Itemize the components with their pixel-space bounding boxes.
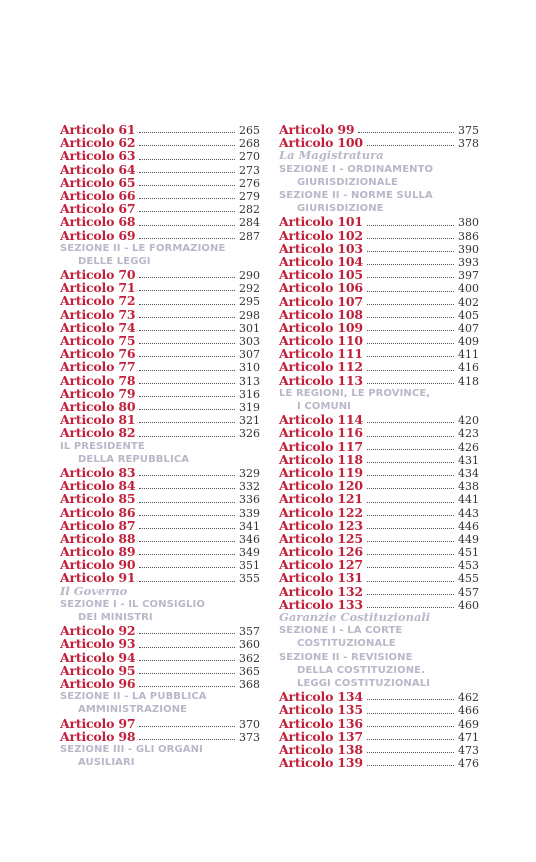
section-heading: AUSILIARI <box>78 757 135 769</box>
page-number: 443 <box>458 506 479 520</box>
section-heading: DELLA COSTITUZIONE. <box>297 664 425 676</box>
article-label: Articolo 135 <box>279 702 363 718</box>
page-number: 282 <box>239 203 260 217</box>
toc-entry[interactable] <box>60 374 260 387</box>
dot-leader <box>139 210 235 212</box>
article-label: Articolo 94 <box>60 649 136 665</box>
page-number: 339 <box>239 506 260 520</box>
page-number: 431 <box>458 453 479 467</box>
dot-leader <box>139 738 235 740</box>
page-number: 457 <box>458 585 479 599</box>
page-number: 434 <box>458 466 479 480</box>
page-number: 441 <box>458 493 479 507</box>
dot-leader <box>139 632 235 634</box>
toc-entry[interactable] <box>60 730 260 743</box>
section-heading: DELLE LEGGI <box>78 255 151 267</box>
page-number: 380 <box>458 216 479 230</box>
article-label: Articolo 95 <box>60 662 136 678</box>
dot-leader <box>139 487 235 489</box>
dot-leader <box>367 224 454 226</box>
article-label: Articolo 93 <box>60 636 136 652</box>
page-number: 346 <box>239 532 260 546</box>
dot-leader <box>139 382 235 384</box>
article-label: Articolo 131 <box>279 570 363 586</box>
toc-entry[interactable] <box>279 215 479 228</box>
toc-entry[interactable] <box>279 308 479 321</box>
dot-leader <box>367 144 454 146</box>
page-number: 295 <box>239 295 260 309</box>
dot-leader <box>367 250 454 252</box>
page-number: 476 <box>458 757 479 771</box>
page-number: 365 <box>239 664 260 678</box>
page-number: 375 <box>458 124 479 137</box>
article-label: Articolo 105 <box>279 267 363 283</box>
article-label: Articolo 125 <box>279 530 363 546</box>
dot-leader <box>139 395 235 397</box>
page-number: 471 <box>458 730 479 744</box>
article-label: Articolo 101 <box>279 214 363 230</box>
page-number: 321 <box>239 414 260 428</box>
page-number: 355 <box>239 572 260 586</box>
article-label: Articolo 75 <box>60 333 136 349</box>
toc-entry[interactable] <box>60 677 260 690</box>
article-label: Articolo 63 <box>60 148 136 164</box>
page-number: 270 <box>239 150 260 164</box>
page-number: 469 <box>458 717 479 731</box>
dot-leader <box>367 751 454 753</box>
page-number: 446 <box>458 519 479 533</box>
section-heading: IL PRESIDENTE <box>60 440 145 452</box>
article-label: Articolo 65 <box>60 174 136 190</box>
page-number: 368 <box>239 677 260 691</box>
article-label: Articolo 91 <box>60 570 136 586</box>
dot-leader <box>367 738 454 740</box>
article-label: Articolo 116 <box>279 425 363 441</box>
article-label: Articolo 121 <box>279 491 363 507</box>
dot-leader <box>139 171 235 173</box>
article-label: Articolo 85 <box>60 491 136 507</box>
dot-leader <box>367 355 454 357</box>
section-heading: SEZIONE II - REVISIONE <box>279 651 413 663</box>
page-number: 409 <box>458 335 479 349</box>
dot-leader <box>139 289 235 291</box>
section-heading: DELLA REPUBBLICA <box>78 453 190 465</box>
dot-leader <box>139 316 235 318</box>
article-label: Articolo 106 <box>279 280 363 296</box>
article-label: Articolo 123 <box>279 517 363 533</box>
page-number: 329 <box>239 466 260 480</box>
page-number: 319 <box>239 400 260 414</box>
dot-leader <box>367 461 454 463</box>
article-label: Articolo 87 <box>60 517 136 533</box>
article-label: Articolo 98 <box>60 728 136 744</box>
toc-entry[interactable] <box>60 664 260 677</box>
page-number: 407 <box>458 321 479 335</box>
toc-entry[interactable] <box>279 426 479 439</box>
dot-leader <box>139 527 235 529</box>
article-label: Articolo 107 <box>279 293 363 309</box>
dot-leader <box>139 303 235 305</box>
dot-leader <box>367 474 454 476</box>
dot-leader <box>367 725 454 727</box>
dot-leader <box>358 131 454 133</box>
article-label: Articolo 127 <box>279 557 363 573</box>
dot-leader <box>139 672 235 674</box>
article-label: Articolo 103 <box>279 240 363 256</box>
page-number: 287 <box>239 229 260 243</box>
article-label: Articolo 118 <box>279 451 363 467</box>
dot-leader <box>139 659 235 661</box>
toc-entry[interactable] <box>60 149 260 162</box>
toc-entry[interactable] <box>279 229 479 242</box>
dot-leader <box>367 316 454 318</box>
dot-leader <box>139 197 235 199</box>
page-number: 418 <box>458 374 479 388</box>
toc-entry[interactable] <box>279 453 479 466</box>
page-number: 462 <box>458 691 479 705</box>
toc-entry[interactable] <box>279 585 479 598</box>
page-number: 316 <box>239 387 260 401</box>
toc-entry[interactable] <box>60 294 260 307</box>
article-label: Articolo 102 <box>279 227 363 243</box>
dot-leader <box>139 184 235 186</box>
article-label: Articolo 84 <box>60 478 136 494</box>
article-label: Articolo 82 <box>60 425 136 441</box>
toc-entry[interactable] <box>279 571 479 584</box>
toc-entry[interactable] <box>279 703 479 716</box>
article-label: Articolo 100 <box>279 135 363 151</box>
section-heading: SEZIONE II - NORME SULLA <box>279 189 433 201</box>
toc-entry[interactable] <box>279 519 479 532</box>
page-number: 402 <box>458 295 479 309</box>
section-heading: AMMINISTRAZIONE <box>78 704 188 716</box>
dot-leader <box>139 329 235 331</box>
page-number: 341 <box>239 519 260 533</box>
page-number: 336 <box>239 493 260 507</box>
dot-leader <box>139 435 235 437</box>
dot-leader <box>139 685 235 687</box>
article-label: Articolo 133 <box>279 596 363 612</box>
article-label: Articolo 61 <box>60 122 136 137</box>
page-number: 420 <box>458 414 479 428</box>
article-label: Articolo 126 <box>279 544 363 560</box>
dot-leader <box>139 514 235 516</box>
article-label: Articolo 76 <box>60 346 136 362</box>
page-number: 301 <box>239 321 260 335</box>
toc-entry[interactable] <box>279 492 479 505</box>
article-label: Articolo 62 <box>60 135 136 151</box>
dot-leader <box>367 303 454 305</box>
page-number: 460 <box>458 598 479 612</box>
page-number: 405 <box>458 308 479 322</box>
dot-leader <box>367 606 454 608</box>
toc-entry[interactable] <box>279 506 479 519</box>
section-heading: COSTITUZIONALE <box>297 638 396 650</box>
dot-leader <box>367 382 454 384</box>
section-heading: LE REGIONI, LE PROVINCE, <box>279 387 431 399</box>
toc-entry[interactable] <box>60 360 260 373</box>
article-label: Articolo 92 <box>60 623 136 639</box>
page-number: 265 <box>239 124 260 137</box>
toc-entry[interactable] <box>279 242 479 255</box>
article-label: Articolo 79 <box>60 385 136 401</box>
page-number: 351 <box>239 559 260 573</box>
article-label: Articolo 67 <box>60 201 136 217</box>
article-label: Articolo 138 <box>279 742 363 758</box>
article-label: Articolo 99 <box>279 122 355 137</box>
toc-entry[interactable] <box>60 571 260 584</box>
article-label: Articolo 117 <box>279 438 363 454</box>
article-label: Articolo 86 <box>60 504 136 520</box>
page-number: 326 <box>239 427 260 441</box>
page-number: 303 <box>239 335 260 349</box>
article-label: Articolo 134 <box>279 689 363 705</box>
article-label: Articolo 132 <box>279 583 363 599</box>
page-number: 313 <box>239 374 260 388</box>
article-label: Articolo 108 <box>279 306 363 322</box>
page-number: 310 <box>239 361 260 375</box>
toc-entry[interactable] <box>60 426 260 439</box>
page-number: 360 <box>239 638 260 652</box>
dot-leader <box>139 553 235 555</box>
article-label: Articolo 110 <box>279 333 363 349</box>
dot-leader <box>139 501 235 503</box>
page-number: 298 <box>239 308 260 322</box>
article-label: Articolo 104 <box>279 253 363 269</box>
article-label: Articolo 96 <box>60 675 136 691</box>
dot-leader <box>139 566 235 568</box>
dot-leader <box>367 421 454 423</box>
toc-entry[interactable] <box>279 295 479 308</box>
article-label: Articolo 88 <box>60 530 136 546</box>
dot-leader <box>367 540 454 542</box>
article-label: Articolo 109 <box>279 319 363 335</box>
section-heading: SEZIONE III - GLI ORGANI <box>60 743 203 755</box>
toc-entry[interactable] <box>60 176 260 189</box>
dot-leader <box>367 448 454 450</box>
dot-leader <box>139 276 235 278</box>
page-number: 290 <box>239 269 260 283</box>
page-number: 449 <box>458 532 479 546</box>
dot-leader <box>367 566 454 568</box>
article-label: Articolo 122 <box>279 504 363 520</box>
dot-leader <box>139 131 235 133</box>
section-heading: I COMUNI <box>297 401 352 413</box>
dot-leader <box>139 144 235 146</box>
dot-leader <box>139 369 235 371</box>
toc-entry[interactable] <box>60 229 260 242</box>
toc-entry[interactable] <box>60 506 260 519</box>
dot-leader <box>367 501 454 503</box>
dot-leader <box>139 158 235 160</box>
page-number: 273 <box>239 163 260 177</box>
page-number: 466 <box>458 704 479 718</box>
dot-leader <box>367 487 454 489</box>
dot-leader <box>139 408 235 410</box>
dot-leader <box>367 435 454 437</box>
article-label: Articolo 120 <box>279 478 363 494</box>
article-label: Articolo 136 <box>279 715 363 731</box>
section-heading: SEZIONE I - ORDINAMENTO <box>279 163 434 175</box>
section-heading: DEI MINISTRI <box>78 612 153 624</box>
dot-leader <box>367 342 454 344</box>
page-number: 451 <box>458 546 479 560</box>
page-number: 373 <box>239 730 260 744</box>
page-number: 390 <box>458 242 479 256</box>
page-number: 284 <box>239 216 260 230</box>
article-label: Articolo 119 <box>279 464 363 480</box>
page-number: 268 <box>239 137 260 151</box>
page-number: 411 <box>458 348 479 362</box>
page-number: 279 <box>239 189 260 203</box>
toc-entry[interactable] <box>279 374 479 387</box>
article-label: Articolo 70 <box>60 267 136 283</box>
toc-entry[interactable] <box>60 717 260 730</box>
section-heading: SEZIONE I - LA CORTE <box>279 625 403 637</box>
section-heading: SEZIONE II - LA PUBBLICA <box>60 691 207 703</box>
toc-entry[interactable] <box>60 215 260 228</box>
dot-leader <box>367 237 454 239</box>
article-label: Articolo 90 <box>60 557 136 573</box>
dot-leader <box>367 553 454 555</box>
dot-leader <box>367 329 454 331</box>
toc-entry[interactable] <box>60 492 260 505</box>
dot-leader <box>139 342 235 344</box>
article-label: Articolo 77 <box>60 359 136 375</box>
page-number: 423 <box>458 427 479 441</box>
toc-column-right <box>279 123 479 769</box>
section-heading: SEZIONE I - IL CONSIGLIO <box>60 598 205 610</box>
page-number: 357 <box>239 625 260 639</box>
article-label: Articolo 74 <box>60 319 136 335</box>
dot-leader <box>139 237 235 239</box>
toc-entry[interactable] <box>279 756 479 769</box>
page-number: 307 <box>239 348 260 362</box>
toc-entry[interactable] <box>279 281 479 294</box>
article-label: Articolo 68 <box>60 214 136 230</box>
article-label: Articolo 111 <box>279 346 363 362</box>
dot-leader <box>139 580 235 582</box>
section-heading: SEZIONE II - LE FORMAZIONE <box>60 242 226 254</box>
dot-leader <box>367 369 454 371</box>
article-label: Articolo 112 <box>279 359 363 375</box>
article-label: Articolo 113 <box>279 372 363 388</box>
page-number: 332 <box>239 480 260 494</box>
dot-leader <box>139 540 235 542</box>
page-number: 362 <box>239 651 260 665</box>
dot-leader <box>367 712 454 714</box>
article-label: Articolo 137 <box>279 728 363 744</box>
article-label: Articolo 64 <box>60 161 136 177</box>
toc-entry[interactable] <box>60 308 260 321</box>
article-label: Articolo 97 <box>60 715 136 731</box>
page-number: 455 <box>458 572 479 586</box>
toc-entry[interactable] <box>279 440 479 453</box>
toc-entry[interactable] <box>279 717 479 730</box>
dot-leader <box>367 764 454 766</box>
article-label: Articolo 139 <box>279 755 363 771</box>
dot-leader <box>367 276 454 278</box>
dot-leader <box>367 580 454 582</box>
dot-leader <box>367 290 454 292</box>
dot-leader <box>139 355 235 357</box>
dot-leader <box>139 474 235 476</box>
dot-leader <box>367 593 454 595</box>
part-heading: Garanzie Costituzionali <box>279 610 431 625</box>
article-label: Articolo 71 <box>60 280 136 296</box>
page-number: 276 <box>239 176 260 190</box>
toc-entry[interactable] <box>60 637 260 650</box>
part-heading: Il Governo <box>60 583 128 598</box>
dot-leader <box>139 725 235 727</box>
section-heading: GIURISDIZIONALE <box>297 176 398 188</box>
dot-leader <box>139 646 235 648</box>
dot-leader <box>139 224 235 226</box>
article-label: Articolo 80 <box>60 398 136 414</box>
toc-entry[interactable] <box>279 360 479 373</box>
page-number: 386 <box>458 229 479 243</box>
page-number: 400 <box>458 282 479 296</box>
article-label: Articolo 69 <box>60 227 136 243</box>
toc-entry[interactable] <box>60 387 260 400</box>
article-label: Articolo 81 <box>60 412 136 428</box>
page-number: 426 <box>458 440 479 454</box>
toc-entry[interactable] <box>60 519 260 532</box>
page-number: 473 <box>458 744 479 758</box>
article-label: Articolo 66 <box>60 187 136 203</box>
article-label: Articolo 72 <box>60 293 136 309</box>
toc-entry[interactable] <box>60 163 260 176</box>
toc-column-left <box>60 123 260 769</box>
dot-leader <box>367 527 454 529</box>
section-heading: GIURISDIZIONE <box>297 203 384 215</box>
dot-leader <box>367 263 454 265</box>
page-number: 370 <box>239 717 260 731</box>
page-number: 378 <box>458 137 479 151</box>
toc-entry[interactable] <box>60 651 260 664</box>
page-number: 292 <box>239 282 260 296</box>
section-heading: LEGGI COSTITUZIONALI <box>297 678 431 690</box>
page-number: 393 <box>458 255 479 269</box>
page-number: 453 <box>458 559 479 573</box>
part-heading: La Magistratura <box>279 148 384 163</box>
article-label: Articolo 73 <box>60 306 136 322</box>
article-label: Articolo 89 <box>60 544 136 560</box>
article-label: Articolo 114 <box>279 412 363 428</box>
page-number: 438 <box>458 480 479 494</box>
page-number: 416 <box>458 361 479 375</box>
article-label: Articolo 78 <box>60 372 136 388</box>
article-label: Articolo 83 <box>60 464 136 480</box>
page-number: 397 <box>458 269 479 283</box>
dot-leader <box>139 421 235 423</box>
dot-leader <box>367 514 454 516</box>
page-number: 349 <box>239 546 260 560</box>
dot-leader <box>367 698 454 700</box>
